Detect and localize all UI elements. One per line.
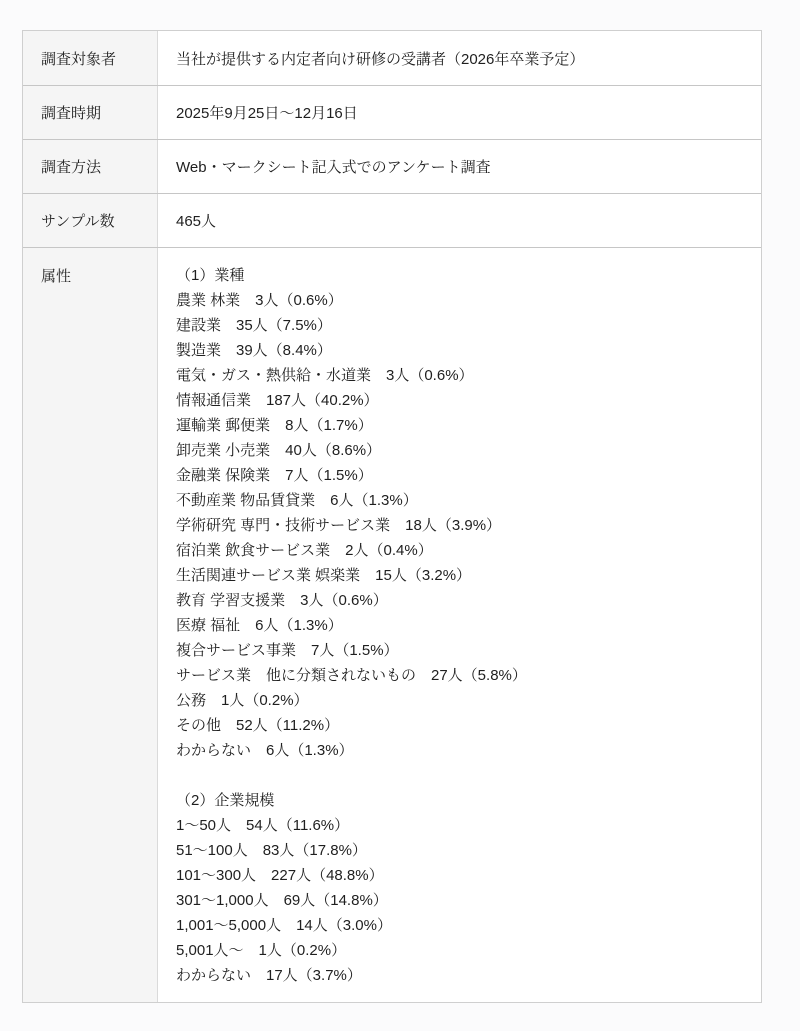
attribute-line: 宿泊業 飲食サービス業 2人（0.4%） bbox=[176, 542, 433, 559]
attribute-line bbox=[176, 763, 747, 788]
row-label-attributes: 属性 bbox=[23, 248, 158, 1002]
attribute-line: 情報通信業 187人（40.2%） bbox=[176, 392, 379, 409]
attribute-line: （1）業種 bbox=[176, 267, 245, 284]
attribute-line: 公務 1人（0.2%） bbox=[176, 692, 309, 709]
table-row-survey-target bbox=[23, 31, 761, 85]
attribute-line: 複合サービス事業 7人（1.5%） bbox=[176, 642, 399, 659]
row-value-survey-method: Web・マークシート記入式でのアンケート調査 bbox=[176, 159, 491, 176]
attribute-line: 製造業 39人（8.4%） bbox=[176, 342, 332, 359]
attribute-line: わからない 17人（3.7%） bbox=[176, 967, 362, 984]
row-label-survey-period: 調査時期 bbox=[23, 86, 158, 139]
row-value-sample-size: 465人 bbox=[176, 213, 217, 230]
row-label-survey-method: 調査方法 bbox=[23, 140, 158, 193]
attribute-line: 101～300人 227人（48.8%） bbox=[176, 867, 384, 884]
attribute-line: 5,001人～ 1人（0.2%） bbox=[176, 942, 347, 959]
attribute-line: 教育 学習支援業 3人（0.6%） bbox=[176, 592, 388, 609]
attribute-line: 農業 林業 3人（0.6%） bbox=[176, 292, 343, 309]
attribute-line: 電気・ガス・熱供給・水道業 3人（0.6%） bbox=[176, 367, 474, 384]
table-row-survey-method bbox=[23, 139, 761, 193]
attribute-line: （2）企業規模 bbox=[176, 792, 275, 809]
survey-overview-table bbox=[22, 30, 762, 1003]
attribute-line: サービス業 他に分類されないもの 27人（5.8%） bbox=[176, 667, 527, 684]
attribute-line: 生活関連サービス業 娯楽業 15人（3.2%） bbox=[176, 567, 472, 584]
row-value-survey-period: 2025年9月25日～12月16日 bbox=[176, 105, 358, 122]
row-value-attributes bbox=[158, 248, 761, 1002]
attribute-line: 金融業 保険業 7人（1.5%） bbox=[176, 467, 373, 484]
table-row-attributes bbox=[23, 247, 761, 1002]
attribute-line: 51～100人 83人（17.8%） bbox=[176, 842, 367, 859]
attribute-line: その他 52人（11.2%） bbox=[176, 717, 340, 734]
attribute-line: 医療 福祉 6人（1.3%） bbox=[176, 617, 343, 634]
row-label-sample-size: サンプル数 bbox=[23, 194, 158, 247]
row-value-survey-target: 当社が提供する内定者向け研修の受講者（2026年卒業予定） bbox=[176, 50, 585, 68]
attribute-line: 301～1,000人 69人（14.8%） bbox=[176, 892, 388, 909]
row-label-survey-target: 調査対象者 bbox=[23, 31, 158, 85]
attribute-line: 運輸業 郵便業 8人（1.7%） bbox=[176, 417, 373, 434]
table-row-survey-period bbox=[23, 85, 761, 139]
attribute-line: 建設業 35人（7.5%） bbox=[176, 317, 332, 334]
attribute-line: 卸売業 小売業 40人（8.6%） bbox=[176, 442, 382, 459]
attribute-line: 1,001～5,000人 14人（3.0%） bbox=[176, 917, 392, 934]
table-row-sample-size bbox=[23, 193, 761, 247]
attribute-line: 学術研究 専門・技術サービス業 18人（3.9%） bbox=[176, 517, 502, 534]
attribute-line: 1～50人 54人（11.6%） bbox=[176, 817, 350, 834]
attribute-line: 不動産業 物品賃貸業 6人（1.3%） bbox=[176, 492, 418, 509]
attribute-line: わからない 6人（1.3%） bbox=[176, 742, 354, 759]
